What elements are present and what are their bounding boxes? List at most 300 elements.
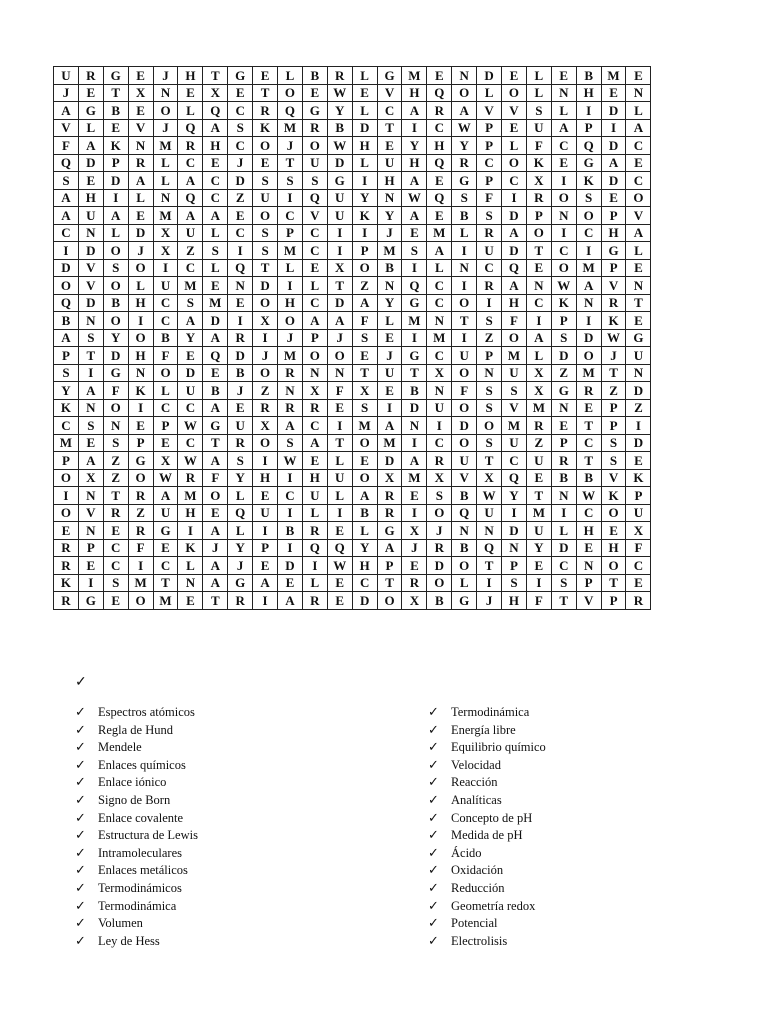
grid-cell: Z [626,399,651,417]
grid-cell: A [327,312,352,330]
grid-cell: S [228,119,253,137]
grid-cell: R [278,399,303,417]
grid-cell: A [178,172,203,190]
grid-cell: O [128,259,153,277]
grid-cell: D [228,172,253,190]
grid-cell: R [576,382,601,400]
grid-row [54,399,651,417]
grid-cell: A [601,154,626,172]
grid-row [54,102,651,120]
grid-cell: P [477,172,502,190]
grid-cell: V [576,592,601,610]
grid-cell: J [601,347,626,365]
grid-cell: X [352,382,377,400]
grid-cell: E [128,417,153,435]
grid-cell: O [427,504,452,522]
grid-cell: H [576,84,601,102]
grid-cell: N [178,574,203,592]
grid-cell: L [352,522,377,540]
grid-cell: J [153,67,178,85]
grid-cell: H [402,154,427,172]
grid-cell: D [551,539,576,557]
grid-cell: D [178,364,203,382]
grid-cell: K [103,137,128,155]
grid-cell: M [128,574,153,592]
word-list-item [428,879,546,897]
grid-cell: U [427,399,452,417]
grid-cell: C [228,137,253,155]
grid-cell: E [228,84,253,102]
grid-cell: S [253,172,278,190]
grid-cell: J [253,347,278,365]
grid-cell: R [228,592,253,610]
grid-cell: E [402,557,427,575]
grid-cell: E [253,67,278,85]
grid-cell: X [402,592,427,610]
grid-cell: P [377,557,402,575]
grid-cell: I [54,487,79,505]
grid-cell: K [526,154,551,172]
grid-cell: F [327,382,352,400]
word-label: Enlace iónico [98,775,167,790]
grid-cell: Y [103,329,128,347]
grid-cell: B [327,119,352,137]
grid-cell: E [626,574,651,592]
grid-cell: E [502,67,527,85]
grid-cell: A [178,207,203,225]
grid-cell: Q [576,137,601,155]
grid-cell: I [278,189,303,207]
grid-cell: O [551,189,576,207]
grid-cell: E [551,154,576,172]
grid-cell: W [178,417,203,435]
grid-cell: P [78,539,103,557]
word-list-right [428,703,546,949]
grid-cell: A [203,574,228,592]
grid-cell: N [402,417,427,435]
word-list-item [75,932,198,950]
grid-cell: O [352,434,377,452]
grid-cell: L [626,102,651,120]
grid-cell: N [377,277,402,295]
grid-cell: U [78,207,103,225]
grid-cell: M [203,294,228,312]
grid-cell: E [626,154,651,172]
grid-cell: I [78,574,103,592]
grid-cell: A [54,207,79,225]
grid-cell: I [477,574,502,592]
grid-cell: K [601,487,626,505]
grid-cell: E [103,592,128,610]
grid-cell: I [526,574,551,592]
word-list-item [75,756,198,774]
grid-cell: S [228,452,253,470]
grid-cell: Q [427,154,452,172]
grid-cell: L [153,154,178,172]
grid-cell: P [54,347,79,365]
grid-cell: N [128,137,153,155]
grid-cell: C [576,434,601,452]
grid-cell: M [502,347,527,365]
grid-cell: O [502,329,527,347]
word-label: Regla de Hund [98,722,173,737]
word-list-item [428,773,546,791]
grid-cell: A [278,417,303,435]
grid-cell: L [626,242,651,260]
grid-cell: E [427,207,452,225]
grid-cell: A [377,417,402,435]
grid-cell: P [626,487,651,505]
grid-cell: P [576,119,601,137]
grid-cell: E [78,172,103,190]
grid-cell: B [352,504,377,522]
grid-cell: B [54,312,79,330]
grid-cell: E [253,154,278,172]
word-label: Espectros atómicos [98,705,195,719]
check-mark-icon: ✓ [428,862,439,878]
grid-cell: D [551,347,576,365]
grid-cell: X [526,382,551,400]
grid-cell: D [253,277,278,295]
grid-cell: J [128,242,153,260]
grid-cell: A [278,592,303,610]
grid-row [54,242,651,260]
grid-cell: O [477,417,502,435]
grid-cell: R [54,539,79,557]
grid-cell: O [327,347,352,365]
grid-cell: T [203,67,228,85]
grid-cell: Z [228,189,253,207]
grid-cell: N [427,382,452,400]
grid-cell: U [626,347,651,365]
grid-cell: L [551,522,576,540]
check-mark-icon: ✓ [428,791,439,807]
grid-row [54,364,651,382]
grid-cell: Z [551,364,576,382]
grid-cell: O [302,347,327,365]
grid-cell: J [228,557,253,575]
grid-cell: O [153,364,178,382]
grid-cell: K [54,574,79,592]
grid-cell: F [477,189,502,207]
grid-cell: N [551,84,576,102]
grid-cell: D [452,417,477,435]
word-label: Electrolisis [451,933,508,948]
grid-cell: E [402,224,427,242]
grid-cell: U [526,522,551,540]
grid-cell: P [54,452,79,470]
check-mark-icon: ✓ [75,915,86,931]
grid-cell: V [302,207,327,225]
grid-cell: Z [103,452,128,470]
grid-cell: T [203,592,228,610]
grid-cell: F [128,539,153,557]
grid-cell: C [427,434,452,452]
grid-cell: N [377,189,402,207]
grid-cell: A [551,119,576,137]
grid-cell: E [203,277,228,295]
grid-cell: X [253,312,278,330]
grid-cell: N [477,364,502,382]
grid-cell: I [253,592,278,610]
grid-cell: H [352,137,377,155]
grid-cell: S [278,172,303,190]
word-list-item [428,897,546,915]
grid-cell: E [626,259,651,277]
grid-cell: H [178,67,203,85]
grid-cell: D [402,399,427,417]
grid-cell: A [502,224,527,242]
word-list-item [428,791,546,809]
word-label: Analíticas [451,792,502,807]
grid-cell: V [128,119,153,137]
grid-cell: O [452,399,477,417]
grid-cell: V [452,469,477,487]
grid-cell: D [78,242,103,260]
grid-cell: E [427,172,452,190]
word-list-item [428,914,546,932]
grid-cell: O [302,137,327,155]
grid-cell: O [103,277,128,295]
grid-cell: O [502,154,527,172]
grid-cell: C [278,207,303,225]
grid-cell: C [54,417,79,435]
grid-cell: A [402,452,427,470]
grid-cell: J [278,329,303,347]
grid-cell: O [452,84,477,102]
grid-cell: R [278,364,303,382]
grid-cell: P [502,557,527,575]
grid-cell: A [427,242,452,260]
grid-row [54,504,651,522]
grid-cell: W [551,277,576,295]
grid-row [54,224,651,242]
grid-cell: V [626,207,651,225]
grid-cell: I [128,557,153,575]
grid-cell: E [228,399,253,417]
grid-cell: N [78,487,103,505]
grid-cell: C [228,102,253,120]
grid-cell: C [153,294,178,312]
grid-cell: U [377,154,402,172]
grid-cell: O [128,329,153,347]
grid-cell: D [352,592,377,610]
grid-cell: U [502,434,527,452]
grid-cell: T [78,347,103,365]
grid-cell: X [377,469,402,487]
grid-cell: Z [128,504,153,522]
grid-cell: G [402,294,427,312]
grid-cell: O [427,574,452,592]
word-label: Ácido [451,845,482,860]
grid-cell: E [526,557,551,575]
grid-cell: S [103,434,128,452]
grid-cell: M [153,137,178,155]
grid-cell: A [352,487,377,505]
grid-cell: Q [302,539,327,557]
grid-cell: Q [477,539,502,557]
grid-cell: S [502,382,527,400]
grid-cell: E [526,469,551,487]
grid-cell: W [402,189,427,207]
grid-cell: O [352,469,377,487]
word-label: Enlaces químicos [98,757,186,772]
grid-cell: W [452,119,477,137]
grid-cell: V [601,277,626,295]
grid-cell: B [402,382,427,400]
grid-cell: Z [178,242,203,260]
grid-cell: E [352,84,377,102]
grid-cell: A [54,102,79,120]
grid-cell: U [153,277,178,295]
grid-cell: O [526,224,551,242]
grid-cell: H [601,224,626,242]
grid-cell: C [178,434,203,452]
grid-cell: C [576,224,601,242]
grid-cell: I [253,452,278,470]
grid-row [54,277,651,295]
grid-cell: O [253,364,278,382]
grid-cell: C [502,172,527,190]
grid-cell: X [526,172,551,190]
word-list-item [75,721,198,739]
grid-cell: Q [502,259,527,277]
grid-cell: B [452,207,477,225]
grid-cell: W [327,557,352,575]
grid-cell: C [427,277,452,295]
grid-cell: M [427,224,452,242]
grid-cell: L [302,504,327,522]
grid-cell: S [278,434,303,452]
word-label: Concepto de pH [451,810,533,825]
grid-cell: T [203,434,228,452]
grid-cell: I [153,259,178,277]
grid-cell: I [576,102,601,120]
grid-cell: D [352,119,377,137]
grid-cell: A [203,207,228,225]
grid-row [54,382,651,400]
word-label: Intramoleculares [98,845,182,860]
grid-cell: E [327,399,352,417]
grid-cell: I [452,242,477,260]
grid-cell: M [178,487,203,505]
grid-cell: L [452,224,477,242]
grid-cell: C [228,224,253,242]
grid-cell: B [427,592,452,610]
grid-cell: B [103,102,128,120]
check-mark-icon: ✓ [428,932,439,948]
grid-cell: S [601,452,626,470]
grid-cell: O [452,294,477,312]
word-list-item [75,879,198,897]
grid-cell: T [377,574,402,592]
grid-cell: P [576,574,601,592]
grid-cell: E [327,574,352,592]
grid-cell: W [601,329,626,347]
grid-cell: O [54,277,79,295]
grid-cell: J [54,84,79,102]
grid-cell: Y [452,137,477,155]
grid-cell: C [103,557,128,575]
grid-cell: A [203,557,228,575]
grid-cell: E [103,119,128,137]
grid-cell: I [502,189,527,207]
grid-cell: T [352,364,377,382]
grid-cell: P [551,312,576,330]
grid-cell: H [402,84,427,102]
grid-cell: V [54,119,79,137]
grid-cell: O [278,84,303,102]
grid-cell: I [477,294,502,312]
grid-cell: N [78,224,103,242]
grid-cell: U [626,504,651,522]
grid-cell: I [551,172,576,190]
grid-cell: J [327,329,352,347]
check-mark-icon: ✓ [428,809,439,825]
grid-cell: H [128,294,153,312]
grid-cell: N [576,294,601,312]
grid-cell: D [576,329,601,347]
grid-cell: A [203,119,228,137]
grid-cell: E [302,259,327,277]
grid-cell: Y [502,487,527,505]
grid-row [54,557,651,575]
grid-cell: T [477,557,502,575]
word-list-item [428,932,546,950]
grid-cell: O [54,504,79,522]
grid-cell: X [203,84,228,102]
grid-cell: P [601,259,626,277]
grid-cell: N [626,364,651,382]
check-mark-icon: ✓ [428,879,439,895]
grid-row [54,522,651,540]
grid-cell: C [302,294,327,312]
grid-cell: C [178,154,203,172]
grid-cell: T [576,417,601,435]
grid-cell: I [352,172,377,190]
grid-cell: I [402,434,427,452]
grid-cell: E [502,119,527,137]
grid-cell: J [427,522,452,540]
grid-cell: I [327,417,352,435]
grid-cell: C [427,294,452,312]
grid-cell: D [427,557,452,575]
grid-cell: Z [253,382,278,400]
grid-cell: G [78,592,103,610]
word-list-item [75,844,198,862]
grid-cell: S [253,224,278,242]
grid-cell: L [203,224,228,242]
grid-cell: O [253,434,278,452]
grid-cell: U [327,189,352,207]
check-mark-icon: ✓ [75,827,86,843]
grid-row [54,434,651,452]
grid-cell: O [452,434,477,452]
grid-cell: T [103,84,128,102]
grid-cell: E [377,137,402,155]
grid-cell: X [327,259,352,277]
grid-cell: E [178,592,203,610]
grid-cell: S [576,189,601,207]
grid-cell: R [54,592,79,610]
grid-cell: D [327,154,352,172]
grid-cell: R [178,137,203,155]
grid-cell: R [302,592,327,610]
grid-cell: N [477,522,502,540]
grid-cell: E [402,487,427,505]
grid-cell: I [103,189,128,207]
grid-cell: D [502,207,527,225]
